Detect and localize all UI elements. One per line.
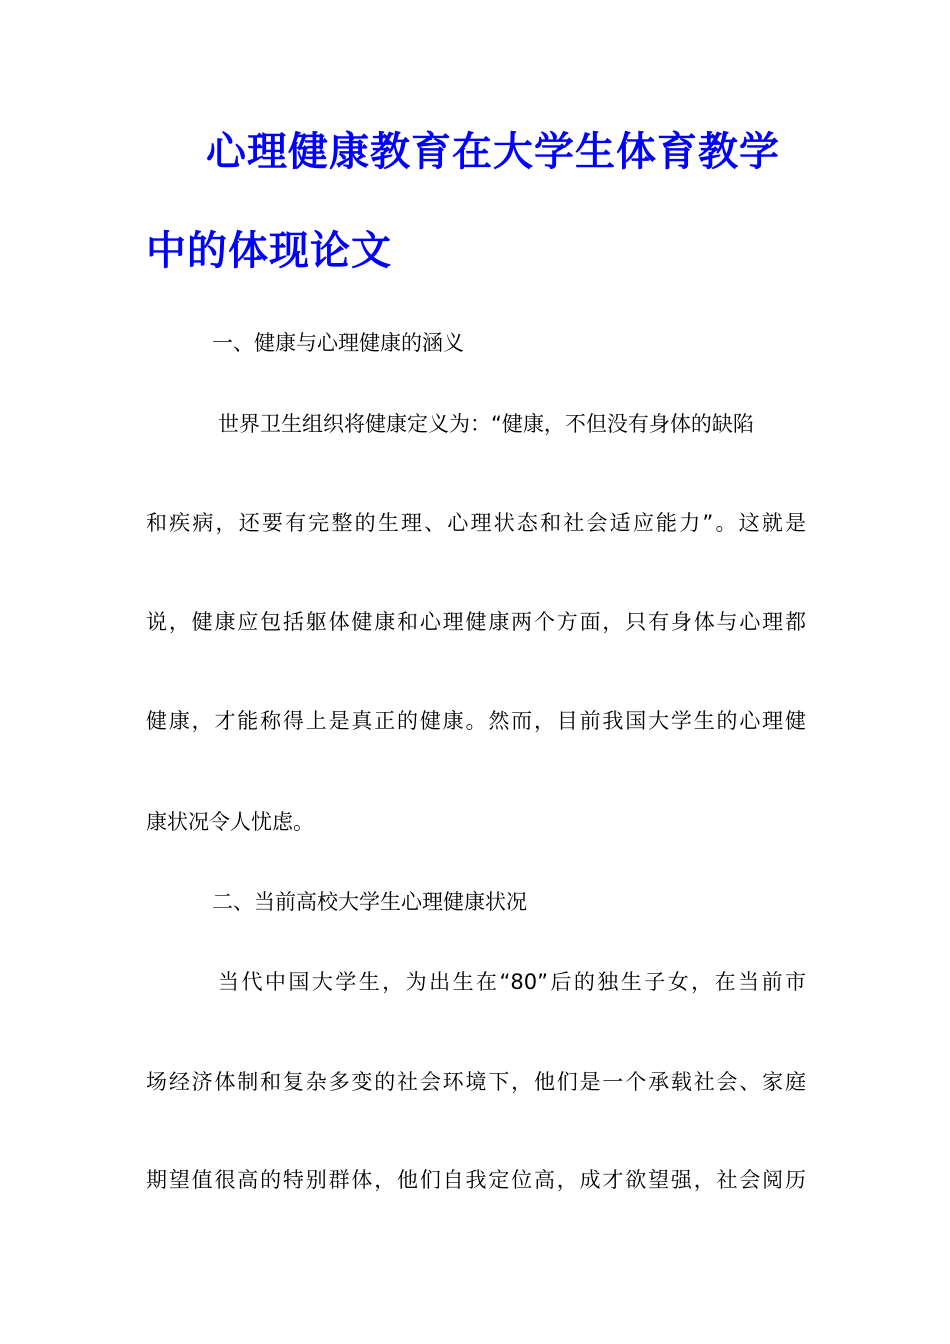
paragraph-1-line-5: 康状况令人忧虑。	[146, 810, 314, 834]
paragraph-2-line-2: 场经济体制和复杂多变的社会环境下，他们是一个承载社会、家庭	[146, 1070, 806, 1094]
paragraph-1-line-1: 世界卫生组织将健康定义为：“健康，不但没有身体的缺陷	[218, 412, 754, 436]
section-heading-2: 二、当前高校大学生心理健康状况	[212, 890, 527, 914]
paragraph-2-line-3: 期望值很高的特别群体，他们自我定位高，成才欲望强，社会阅历	[146, 1168, 806, 1192]
document-title-line-2: 中的体现论文	[146, 227, 392, 274]
paragraph-1-line-2: 和疾病，还要有完整的生理、心理状态和社会适应能力”。这就是	[146, 511, 806, 535]
paragraph-1-line-3: 说，健康应包括躯体健康和心理健康两个方面，只有身体与心理都	[146, 610, 806, 634]
paragraph-1-line-4: 健康，才能称得上是真正的健康。然而，目前我国大学生的心理健	[146, 709, 806, 733]
document-title-line-1: 心理健康教育在大学生体育教学	[206, 128, 780, 175]
paragraph-2-line-1: 当代中国大学生，为出生在“80”后的独生子女，在当前市	[218, 970, 806, 994]
section-heading-1: 一、健康与心理健康的涵义	[212, 331, 464, 355]
